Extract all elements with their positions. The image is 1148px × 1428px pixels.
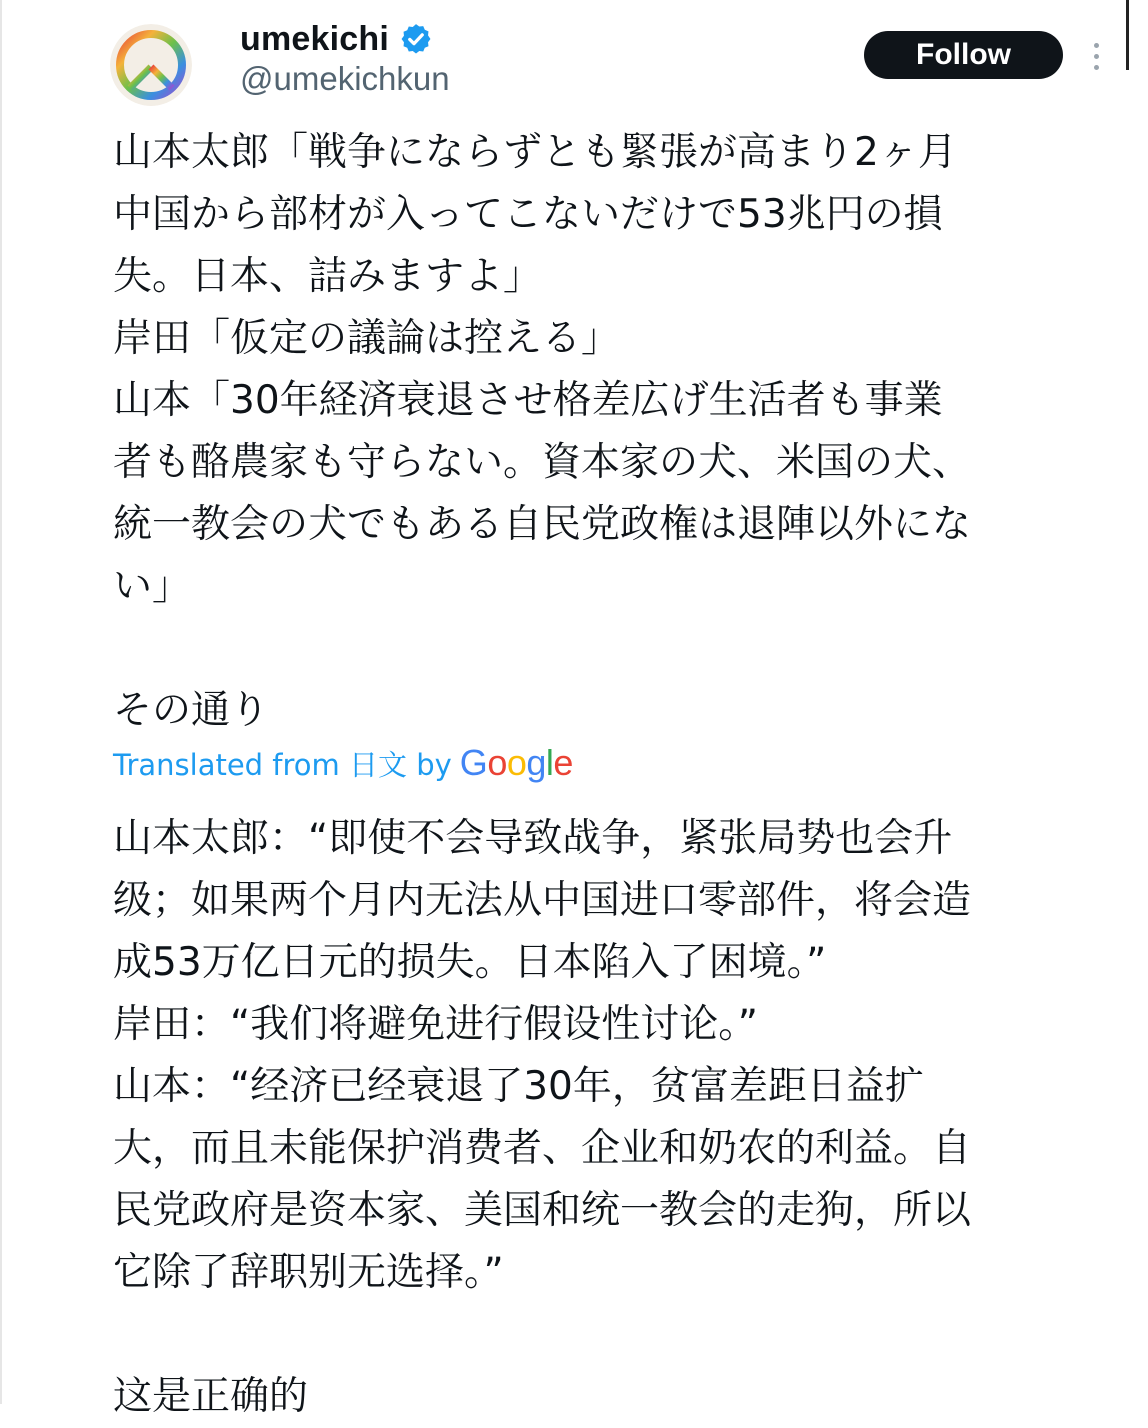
peace-sign-icon <box>110 24 192 106</box>
tweet-line: 山本「30年経済衰退させ格差広げ生活者も事業 <box>113 378 943 423</box>
tweet-line: その通り <box>113 688 270 733</box>
translation-blank-line <box>113 1304 1103 1366</box>
translation-line: 山本太郎：“即使不会导致战争，紧张局势也会升 <box>113 816 953 861</box>
translation-notice-label[interactable]: Translated from 日文 by <box>113 748 452 782</box>
translation-notice[interactable] <box>113 742 573 798</box>
tweet-line: 中国から部材が入ってこないだけで53兆円の損 <box>113 192 943 237</box>
display-name[interactable]: umekichi <box>240 19 389 58</box>
tweet-blank-line <box>113 618 1103 680</box>
translation-line: 它除了辞职别无选择。” <box>113 1250 504 1295</box>
more-options-icon[interactable] <box>1084 36 1108 76</box>
tweet-line: 統一教会の犬でもある自民党政権は退陣以外にな <box>113 502 972 547</box>
google-logo: Google <box>459 742 573 783</box>
author-name-row[interactable] <box>240 16 433 62</box>
follow-button[interactable]: Follow <box>864 31 1063 79</box>
translation-line: 民党政府是资本家、美国和统一教会的走狗，所以 <box>113 1188 972 1233</box>
avatar[interactable] <box>110 24 192 106</box>
tweet-text <box>113 122 1103 742</box>
translation-line: 山本：“经济已经衰退了30年，贫富差距日益扩 <box>113 1064 924 1109</box>
translation-line: 成53万亿日元的损失。日本陷入了困境。” <box>113 940 827 985</box>
author-handle[interactable]: @umekichkun <box>240 60 450 97</box>
tweet-line: い」 <box>113 564 192 609</box>
translation-line: 大，而且未能保护消费者、企业和奶农的利益。自 <box>113 1126 972 1171</box>
tweet-line: 岸田「仮定の議論は控える」 <box>113 316 621 361</box>
tweet-line: 山本太郎「戦争にならずとも緊張が高まり2ヶ月 <box>113 130 957 175</box>
tweet-line: 者も酪農家も守らない。資本家の犬、米国の犬、 <box>113 440 972 485</box>
translation-line: 这是正确的 <box>113 1374 309 1419</box>
translation-line: 岸田：“我们将避免进行假设性讨论。” <box>113 1002 758 1047</box>
translation-text <box>113 808 1103 1428</box>
translation-line: 级；如果两个月内无法从中国进口零部件，将会造 <box>113 878 972 923</box>
left-border <box>0 0 2 1404</box>
scrollbar-edge <box>1126 0 1129 70</box>
verified-badge-icon <box>399 22 433 56</box>
tweet-line: 失。日本、詰みますよ」 <box>113 254 543 299</box>
